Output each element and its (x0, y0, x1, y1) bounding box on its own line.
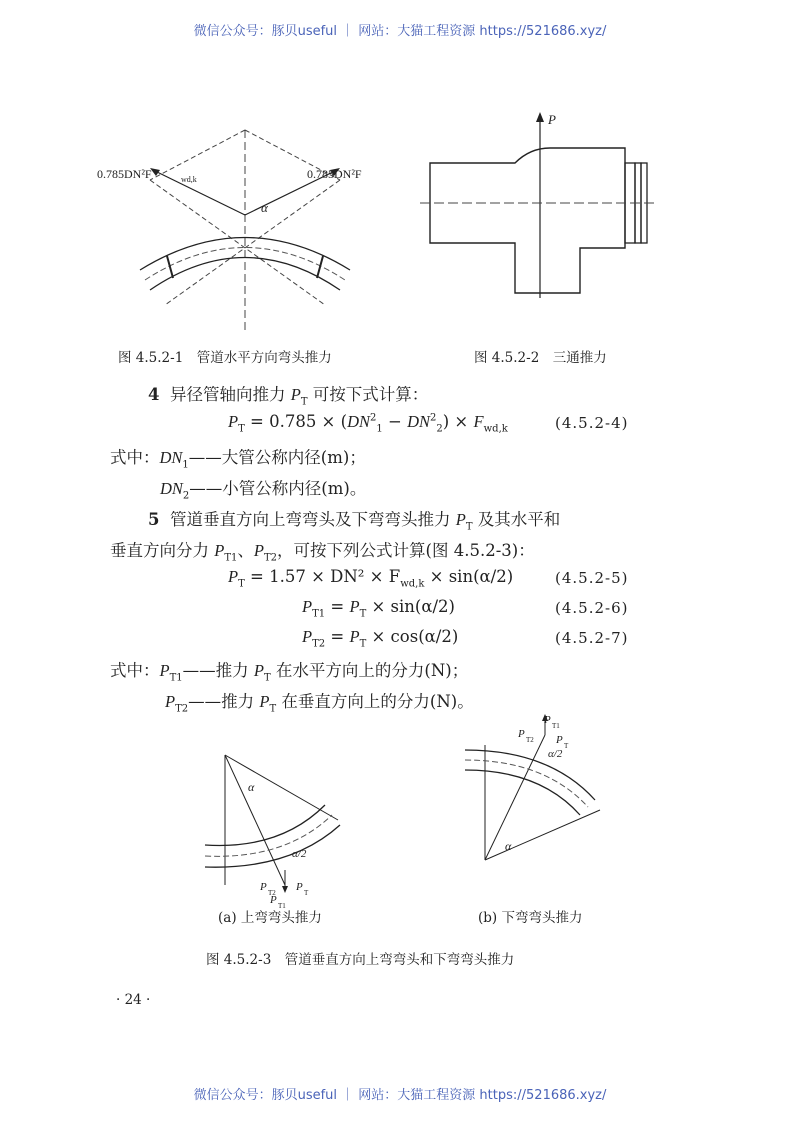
where-dn1: 式中：$DN_1——$大管公称内径(m)； (110, 448, 366, 471)
svg-text:α/2: α/2 (292, 848, 307, 860)
svg-text:wd,k: wd,k (181, 175, 197, 184)
svg-text:P: P (270, 894, 277, 906)
item-5-line1: 5 管道垂直方向上弯弯头及下弯弯头推力 $P_T$ 及其水平和 (148, 510, 561, 533)
figure-caption-3b: (b) 下弯弯头推力 (478, 910, 583, 926)
svg-text:0.785DN²F: 0.785DN²F (307, 167, 362, 181)
equation-number: (4.5.2-5) (555, 569, 629, 587)
svg-text:T2: T2 (526, 736, 534, 744)
svg-text:0.785DN²F: 0.785DN²F (97, 167, 152, 181)
figure-tee (420, 108, 670, 303)
svg-text:T: T (304, 889, 309, 897)
svg-text:P: P (518, 728, 525, 740)
equation-4-5-2-4: $P_T = 0.785 \times (DN^2_1 - DN^2_2) \times F_{wd,k}$ (228, 412, 508, 435)
figure-downward-elbow (460, 705, 620, 875)
equation-4-5-2-6: $P_{T1} = P_T \times \sin(\alpha/2)$ (302, 597, 455, 620)
figure-caption-1: 图 4.5.2-1 管道水平方向弯头推力 (118, 350, 332, 366)
svg-text:T: T (564, 742, 569, 750)
item-5-line2: 垂直方向分力 $P_{T1}$、$P_{T2}$，可按下列公式计算(图 4.5.2-3)： (110, 541, 535, 564)
svg-text:P: P (544, 714, 551, 726)
svg-text:P: P (296, 881, 303, 893)
equation-number: (4.5.2-7) (555, 629, 629, 647)
watermark-top: 微信公众号：豚贝useful ｜ 网站：大猫工程资源 https://521686.xyz/ (193, 24, 607, 39)
watermark-bottom: 微信公众号：豚贝useful ｜ 网站：大猫工程资源 https://521686.xyz/ (193, 1088, 607, 1103)
where-pt1: 式中：$P_{T1}——$推力 $P_T$ 在水平方向上的分力(N)； (110, 661, 469, 684)
item-4: 4 异径管轴向推力 $P_T$ 可按下式计算： (148, 385, 429, 408)
figure-caption-2: 图 4.5.2-2 三通推力 (474, 350, 607, 366)
figure-horizontal-elbow (95, 120, 395, 335)
svg-text:P: P (556, 734, 563, 746)
svg-text:α: α (505, 839, 512, 853)
where-pt2: $P_{T2}——$推力 $P_T$ 在垂直方向上的分力(N)。 (165, 692, 474, 715)
equation-4-5-2-7: $P_{T2} = P_T \times \cos(\alpha/2)$ (302, 627, 459, 650)
svg-text:P: P (548, 112, 556, 127)
equation-number: (4.5.2-6) (555, 599, 629, 617)
svg-text:α: α (248, 780, 255, 794)
where-dn2: $DN_2——$小管公称内径(m)。 (160, 479, 367, 502)
svg-text:T1: T1 (278, 902, 286, 910)
page-number: · 24 · (116, 992, 151, 1008)
svg-text:T1: T1 (552, 722, 560, 730)
figure-caption-3a: (a) 上弯弯头推力 (218, 910, 322, 926)
figure-upward-elbow (200, 745, 360, 910)
svg-text:P: P (260, 881, 267, 893)
equation-4-5-2-5: $P_T = 1.57 \times DN^2 \times F_{wd,k} \times \sin(\alpha/2)$ (228, 567, 514, 590)
svg-text:α: α (261, 200, 268, 215)
svg-text:T2: T2 (268, 889, 276, 897)
figure-caption-3: 图 4.5.2-3 管道垂直方向上弯弯头和下弯弯头推力 (206, 952, 515, 968)
svg-text:α/2: α/2 (548, 748, 563, 760)
equation-number: (4.5.2-4) (555, 414, 629, 432)
